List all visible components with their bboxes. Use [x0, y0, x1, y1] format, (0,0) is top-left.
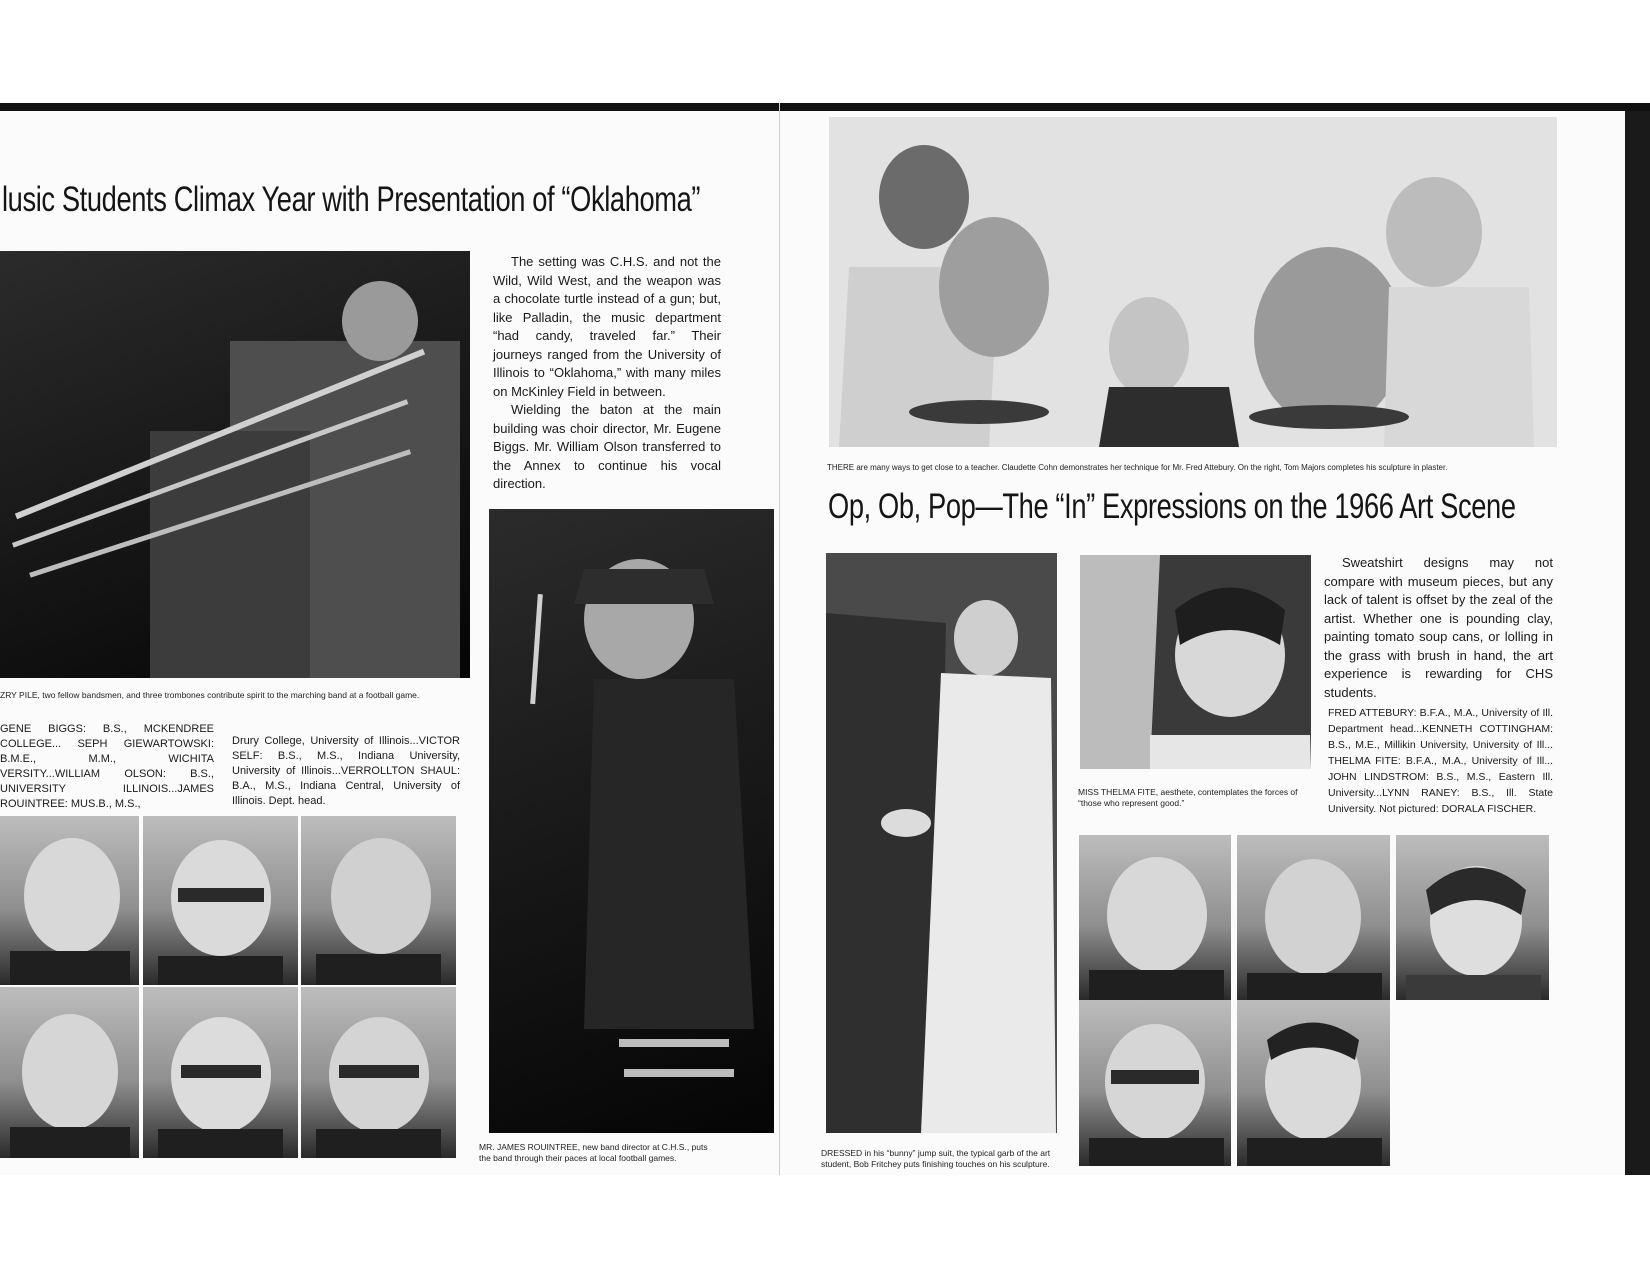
sculpture-class-caption: THERE are many ways to get close to a teacher. Claudette Cohn demonstrates her technique for Mr. Fred Attebury. On the right, Tom Majors completes his sculpture in plaster.	[827, 463, 1448, 472]
faculty-portrait	[143, 987, 298, 1158]
faculty-portrait	[1079, 1000, 1231, 1166]
faculty-portrait	[301, 987, 456, 1158]
music-intro-text	[493, 253, 721, 494]
faculty-portrait	[0, 816, 139, 985]
art-intro-paragraph: Sweatshirt designs may not compare with museum pieces, but any lack of talent is offset by the zeal of the artist. Whether one is pounding clay, painting tomato soup cans, or lolling in the grass with brush in hand, the art experience is rewarding for CHS students.	[1324, 555, 1553, 700]
trombone-caption: ZRY PILE, two fellow bandsmen, and three trombones contribute spirit to the marching band at a football game.	[0, 690, 420, 700]
art-faculty-list: FRED ATTEBURY: B.F.A., M.A., University of Ill. Department head...KENNETH COTTINGHAM: B.S., M.E., Millikin University, University of Ill... THELMA FITE: B.F.A., M.A., University of Ill... JOHN LINDSTROM: B.S., M.S., Eastern Ill. University...LYNN RANEY: B.S., Ill. State University. Not pictured: DORALA FISCHER.	[1328, 707, 1553, 815]
band-director-photo	[489, 509, 774, 1133]
music-intro-paragraph-2: Wielding the baton at the main building was choir director, Mr. Eugene Biggs. Mr. William Olson transferred to the Annex to continue his vocal direction.	[493, 402, 721, 491]
music-headline: lusic Students Climax Year with Presentation of “Oklahoma”	[2, 180, 701, 219]
band-director-caption: MR. JAMES ROUINTREE, new band director at C.H.S., puts the band through their paces at local football games.	[479, 1142, 708, 1163]
faculty-portrait	[301, 816, 456, 985]
thelma-fite-caption: MISS THELMA FITE, aesthete, contemplates the forces of “those who represent good.”	[1078, 787, 1298, 808]
music-faculty-list-col-2: Drury College, University of Illinois...VICTOR SELF: B.S., M.S., Indiana University, University of Illinois...VERROLLTON SHAUL: B.A., M.S., Indiana Central, University of Illinois. Dept. head.	[232, 735, 460, 807]
art-headline: Op, Ob, Pop—The “In” Expressions on the 1966 Art Scene	[828, 487, 1516, 526]
thelma-fite-photo	[1080, 555, 1311, 769]
art-student-caption: DRESSED in his “bunny” jump suit, the typical garb of the art student, Bob Fritchey puts finishing touches on his sculpture.	[821, 1148, 1051, 1169]
music-faculty-list-col-1: GENE BIGGS: B.S., MCKENDREE COLLEGE... SEPH GIEWARTOWSKI: B.M.E., M.M., WICHITA VERSITY...WILLIAM OLSON: B.S., UNIVERSITY ILLINOIS...JAMES ROUINTREE: MUS.B., M.S.,	[0, 723, 214, 810]
art-student-painting-photo	[826, 553, 1057, 1133]
faculty-portrait	[1396, 835, 1549, 1000]
faculty-portrait	[1237, 1000, 1390, 1166]
music-intro-paragraph-1: The setting was C.H.S. and not the Wild, Wild West, and the weapon was a chocolate turtle instead of a gun; but, like Palladin, the music department “had candy, traveled far.” Their journeys ranged from the University of Illinois to “Oklahoma,” with many miles on McKinley Field in between.	[493, 254, 721, 399]
spread-right-edge	[1625, 111, 1650, 1175]
faculty-portrait	[1237, 835, 1390, 1000]
trombone-players-photo	[0, 251, 470, 678]
spread-top-edge	[0, 103, 1650, 111]
faculty-portrait	[1079, 835, 1231, 1000]
sculpture-class-photo	[829, 117, 1557, 447]
faculty-portrait	[0, 987, 139, 1158]
faculty-portrait	[143, 816, 298, 985]
art-intro-text	[1324, 554, 1553, 702]
